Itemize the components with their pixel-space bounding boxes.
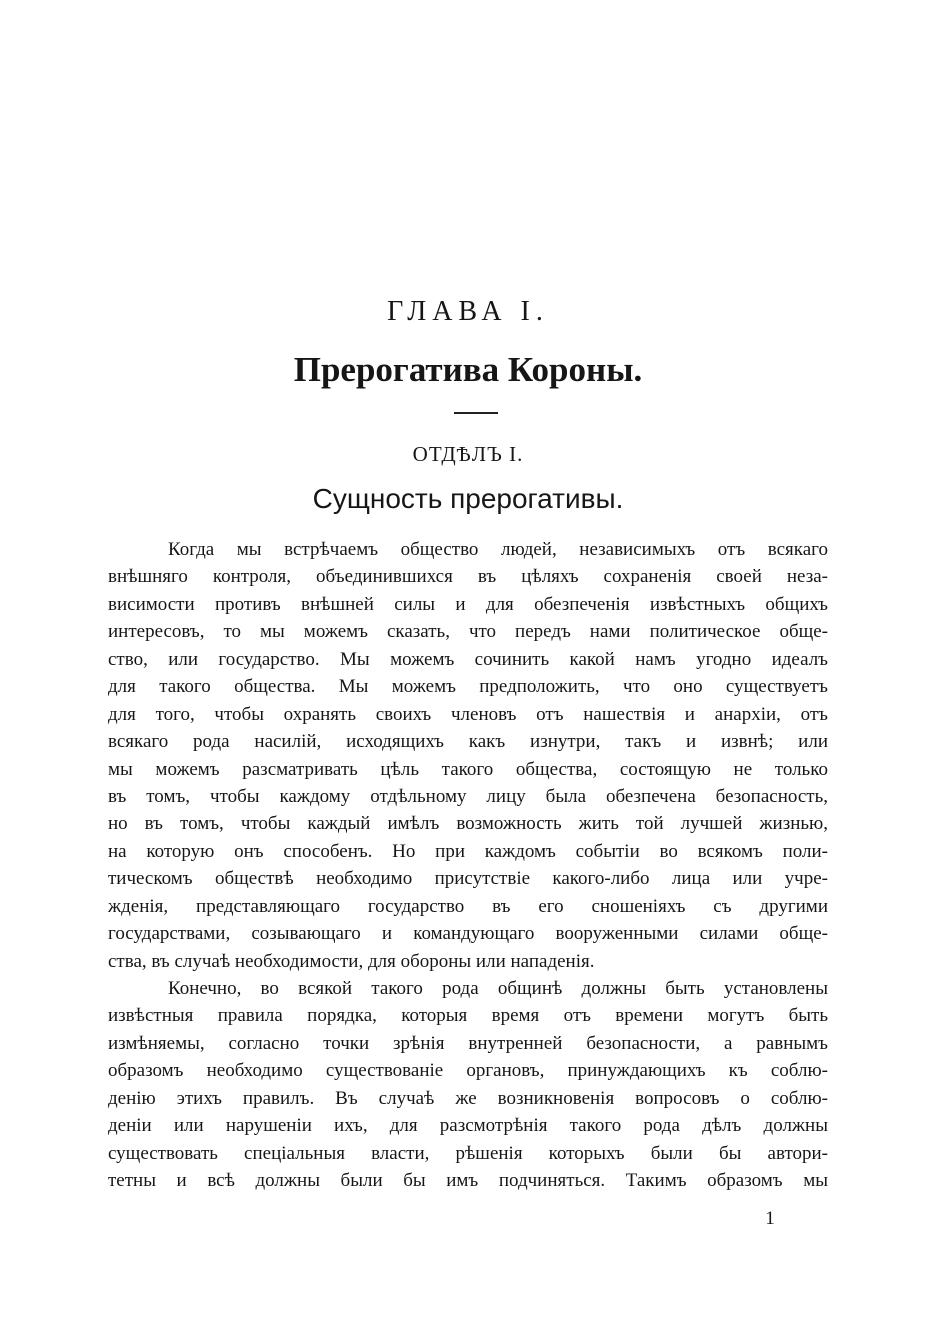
text-line: образомъ необходимо существованіе органовъ, принуждающихъ къ соблю- — [108, 1060, 828, 1082]
text-line: Конечно, во всякой такого рода общинѣ должны быть установлены — [168, 978, 828, 999]
text-line: тическомъ обществѣ необходимо присутствіе какого-либо лица или учре- — [108, 868, 828, 890]
section-title: Сущность прерогативы. — [312, 483, 624, 514]
text-line: деніи или нарушеніи ихъ, для разсмотрѣнія такого рода дѣлъ должны — [108, 1115, 828, 1137]
text-line: но въ томъ, чтобы каждый имѣлъ возможность жить той лучшей жизнью, — [108, 813, 828, 835]
text-line: всякаго рода насилій, исходящихъ какъ изнутри, такъ и извнѣ; или — [108, 731, 828, 753]
chapter-title: Прерогатива Короны. — [293, 350, 643, 389]
text-line: государствами, созывающаго и командующаго вооруженными силами обще- — [108, 923, 828, 945]
text-line: для такого общества. Мы можемъ предположить, что оно существуетъ — [108, 676, 828, 698]
text-line: измѣняемы, согласно точки зрѣнія внутренней безопасности, а равнымъ — [108, 1032, 828, 1054]
text-line: жденія, представляющаго государство въ его сношеніяхъ съ другими — [108, 895, 828, 917]
section-label: ОТДѢЛЪ I. — [412, 442, 524, 466]
paragraph-1 — [108, 536, 828, 975]
body-text — [108, 536, 828, 1195]
text-line: на которую онъ способенъ. Но при каждомъ событіи во всякомъ поли- — [108, 840, 828, 862]
paragraph-2 — [108, 975, 828, 1195]
text-line: тетны и всѣ должны были бы имъ подчиняться. Такимъ образомъ мы — [108, 1170, 828, 1192]
title-divider — [454, 412, 498, 414]
text-line: денію этихъ правилъ. Въ случаѣ же возникновенія вопросовъ о соблю- — [108, 1087, 828, 1109]
text-line: мы можемъ разсматривать цѣль такого общества, состоящую не только — [108, 758, 828, 780]
text-line: для того, чтобы охранять своихъ членовъ отъ нашествія и анархіи, отъ — [108, 703, 828, 725]
text-line: въ томъ, чтобы каждому отдѣльному лицу была обезпечена безопасность, — [108, 785, 828, 807]
text-line: внѣшняго контроля, объединившихся въ цѣляхъ сохраненія своей неза- — [108, 566, 828, 588]
page-number: 1 — [765, 1208, 775, 1229]
text-line: ство, или государство. Мы можемъ сочинить какой намъ угодно идеалъ — [108, 648, 828, 670]
text-line: ства, въ случаѣ необходимости, для обороны или нападенія. — [108, 950, 595, 972]
text-line: висимости противъ внѣшней силы и для обезпеченія извѣстныхъ общихъ — [108, 593, 828, 615]
text-line: Когда мы встрѣчаемъ общество людей, независимыхъ отъ всякаго — [168, 539, 828, 560]
chapter-label: ГЛАВА I. — [387, 296, 549, 327]
text-line: извѣстныя правила порядка, которыя время отъ времени могутъ быть — [108, 1005, 828, 1027]
text-line: существовать спеціальныя власти, рѣшенія которыхъ были бы автори- — [108, 1142, 828, 1164]
text-line: интересовъ, то мы можемъ сказать, что передъ нами политическое обще- — [108, 621, 828, 643]
